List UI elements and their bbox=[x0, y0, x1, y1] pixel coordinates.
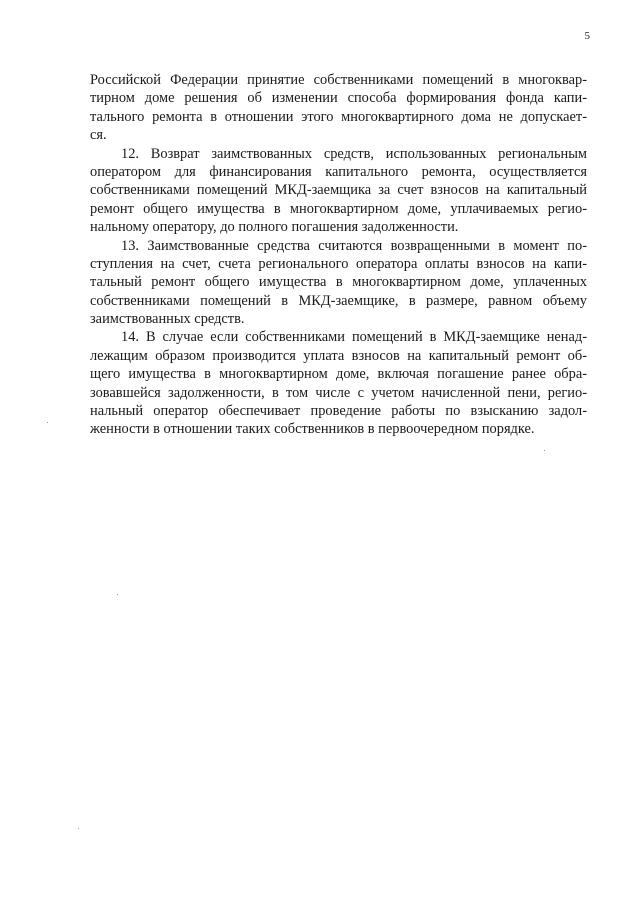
text-line: тирном доме решения об изменении способа формирования фонда капи- bbox=[90, 90, 587, 107]
text-line: заимствованных средств. bbox=[90, 311, 245, 328]
text-line: щего имущества в многоквартирном доме, включая погашение ранее обра- bbox=[90, 366, 587, 383]
text-line: тального ремонта в отношении этого многоквартирного дома не допускает- bbox=[90, 108, 587, 125]
text-line: оператором для финансирования капитального ремонта, осуществляется bbox=[90, 163, 587, 180]
paragraph-12 bbox=[90, 145, 587, 237]
document-body bbox=[90, 71, 587, 439]
text-line: нальный оператор обеспечивает проведение работы по взысканию задол- bbox=[90, 403, 587, 420]
page-number: 5 bbox=[584, 30, 590, 42]
text-line: ступления на счет, счета регионального оператора оплаты взносов на капи- bbox=[90, 255, 587, 272]
text-line: ся. bbox=[90, 127, 107, 144]
scan-speck bbox=[78, 828, 79, 829]
paragraph-14 bbox=[90, 328, 587, 438]
text-line: женности в отношении таких собственников в первоочередном порядке. bbox=[90, 421, 535, 438]
text-line: 13. Заимствованные средства считаются возвращенными в момент по- bbox=[121, 237, 587, 254]
text-line: 12. Возврат заимствованных средств, использованных региональным bbox=[121, 145, 587, 162]
paragraph-13 bbox=[90, 237, 587, 329]
text-line: зовавшейся задолженности, в том числе с учетом начисленной пени, регио- bbox=[90, 384, 587, 401]
text-line: собственниками помещений в МКД-заемщике, в размере, равном объему bbox=[90, 292, 587, 309]
text-line: 14. В случае если собственниками помещений в МКД-заемщике ненад- bbox=[121, 329, 587, 346]
text-line: лежащим образом производится уплата взносов на капитальный ремонт об- bbox=[90, 347, 587, 364]
paragraph-continuation bbox=[90, 71, 587, 145]
text-line: собственниками помещений МКД-заемщика за счет взносов на капитальный bbox=[90, 182, 587, 199]
scan-speck bbox=[544, 450, 545, 451]
text-line: ремонт общего имущества в многоквартирном доме, уплачиваемых регио- bbox=[90, 200, 587, 217]
text-line: Российской Федерации принятие собственниками помещений в многоквар- bbox=[90, 72, 587, 88]
scan-speck bbox=[47, 422, 48, 423]
text-line: тальный ремонт общего имущества в многоквартирном доме, уплаченных bbox=[90, 274, 587, 291]
scan-speck bbox=[117, 594, 118, 595]
text-line: нальному оператору, до полного погашения задолженности. bbox=[90, 219, 459, 236]
